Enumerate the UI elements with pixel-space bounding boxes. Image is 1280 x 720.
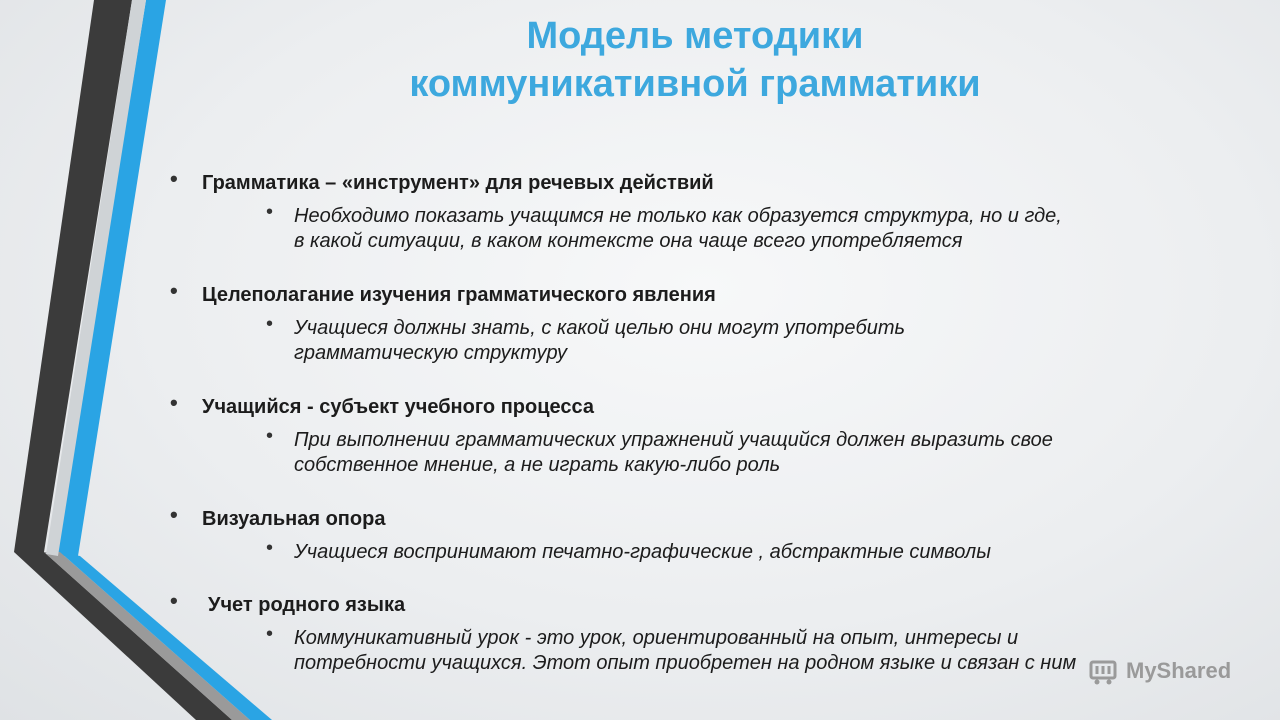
bullet-subitem: • Учащиеся должны знать, с какой целью они могут употребить грамматическую структуру [266, 313, 906, 364]
bullet-dot: • [170, 166, 178, 191]
slide-title [330, 12, 1060, 108]
bullet-heading: • Визуальная опора [170, 502, 386, 530]
sub-bullet-dot: • [266, 537, 274, 559]
bullet-subitem: • Коммуникативный урок - это урок, ориентированный на опыт, интересы и потребности учащихся. Этот опыт приобретен на родном языке и связан с ним [266, 623, 1077, 674]
watermark-text: MyShared [1126, 658, 1232, 683]
sub-bullet-dot: • [266, 313, 274, 335]
bullet-group-visual-support [170, 504, 1250, 590]
bullet-heading: • Учет родного языка [170, 588, 406, 616]
bullet-list [170, 168, 1250, 686]
bullet-dot: • [170, 588, 178, 613]
sub-bullet-dot: • [266, 623, 274, 645]
bullet-group-student-subject [170, 392, 1250, 504]
bullet-group-grammar-tool [170, 168, 1250, 280]
bullet-dot: • [170, 502, 178, 527]
bullet-heading: • Грамматика – «инструмент» для речевых действий [170, 166, 714, 194]
slide-title-line1: Модель методики [526, 15, 864, 57]
sub-bullet-dot: • [266, 425, 274, 447]
bullet-heading: • Целеполагание изучения грамматического явления [170, 278, 716, 306]
bullet-subitem: • При выполнении грамматических упражнений учащийся должен выразить свое собственное мнение, а не играть какую-либо роль [266, 425, 1053, 476]
slide-title-line2: коммуникативной грамматики [409, 63, 981, 105]
bullet-subitem: • Необходимо показать учащимся не только как образуется структура, но и где, в какой ситуации, в каком контексте она чаще всего употребляется [266, 201, 1062, 252]
bullet-dot: • [170, 278, 178, 303]
sub-bullet-dot: • [266, 201, 274, 223]
cart-icon [1088, 656, 1118, 686]
bullet-dot: • [170, 390, 178, 415]
watermark [1088, 656, 1231, 686]
bullet-heading: • Учащийся - субъект учебного процесса [170, 390, 594, 418]
bullet-group-goal-setting [170, 280, 1250, 392]
bullet-subitem: • Учащиеся воспринимают печатно-графические , абстрактные символы [266, 537, 991, 563]
